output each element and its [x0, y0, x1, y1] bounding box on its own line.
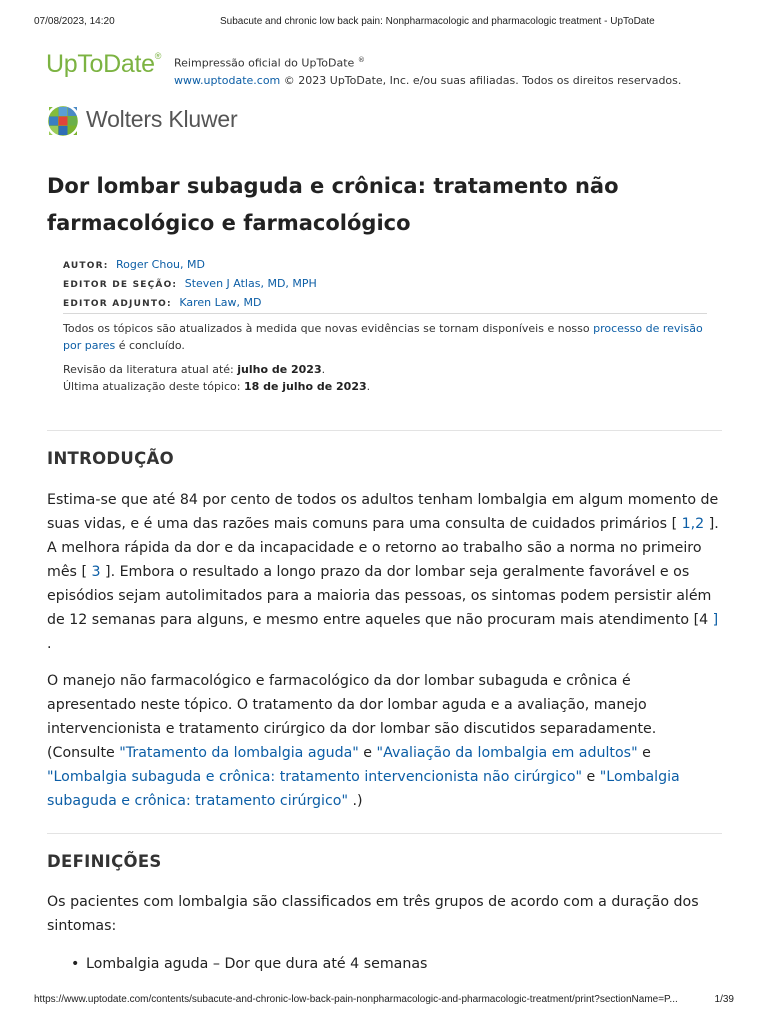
peer-review-link[interactable]: processo de revisão por pares [63, 322, 703, 352]
topic-link-evaluation[interactable]: "Avaliação da lombalgia em adultos" [376, 745, 638, 761]
print-url: https://www.uptodate.com/contents/subacute-and-chronic-low-back-pain-nonpharmacologic-and-pharmacologic-treatment/print?sectionName=P... [34, 994, 678, 1005]
topic-link-surgical[interactable]: "Lombalgia subaguda e crônica: tratamento cirúrgico" [47, 769, 680, 809]
section-heading-introduction: INTRODUÇÃO [47, 449, 174, 468]
section-divider [47, 430, 722, 431]
credit-section-editor [63, 275, 317, 294]
update-info [63, 313, 707, 395]
lit-review-date: julho de 2023 [237, 363, 322, 376]
author-link[interactable]: Roger Chou, MD [116, 258, 205, 271]
print-page-title: Subacute and chronic low back pain: Nonpharmacologic and pharmacologic treatment - UpToDate [220, 16, 655, 27]
article-credits [63, 256, 317, 313]
print-timestamp: 07/08/2023, 14:20 [34, 16, 115, 27]
deputy-editor-link[interactable]: Karen Law, MD [179, 296, 262, 309]
credit-author [63, 256, 317, 275]
reprint-line: Reimpressão oficial do UpToDate ® [174, 56, 365, 70]
print-header [34, 16, 734, 30]
copyright-line [174, 72, 681, 89]
credit-deputy-editor [63, 294, 317, 313]
copyright-text: © 2023 UpToDate, Inc. e/ou suas afiliadas. Todos os direitos reservados. [283, 73, 682, 87]
topic-link-interventional[interactable]: "Lombalgia subaguda e crônica: tratamento intervencionista não cirúrgico" [47, 769, 583, 785]
intro-paragraph-2: O manejo não farmacológico e farmacológico da dor lombar subaguda e crônica é apresentado neste tópico. O tratamento da dor lombar aguda e a avaliação, manejo intervencionista e tratamento cirúrgico da dor lombar são discutidos separadamente. (Consulte "Tratamento da lombalgia aguda" e "Avaliação da lombalgia em adultos" e "Lombalgia subaguda e crônica: tratamento intervencionista não cirúrgico" e "Lombalgia subaguda e crônica: tratamento cirúrgico" .) [47, 673, 680, 809]
registered-mark: ® [154, 50, 162, 61]
definitions-list [47, 952, 427, 976]
section-heading-definitions: DEFINIÇÕES [47, 852, 162, 871]
update-note: Todos os tópicos são atualizados à medida que novas evidências se tornam disponíveis e nosso processo de revisão por pares é concluído. [63, 322, 703, 352]
intro-paragraph-1: Estima-se que até 84 por cento de todos os adultos tenham lombalgia em algum momento de suas vidas, e é uma das razões mais comuns para uma consulta de cuidados primários [ 1,2 ]. A melhora rápida da dor e da incapacidade e o retorno ao trabalho são a norma no primeiro mês [ 3 ]. Embora o resultado a longo prazo da dor lombar seja geralmente favorável e os episódios sejam autolimitados para a maioria das pessoas, os sintomas podem persistir além de 12 semanas para alguns, e mesmo entre aqueles que não procuram mais atendimento [4 ] . [47, 492, 719, 652]
credit-role-label: AUTOR: [63, 261, 109, 271]
uptodate-logo-text: UpToDate [46, 50, 155, 78]
wolters-kluwer-wordmark: Wolters Kluwer [86, 106, 238, 132]
uptodate-site-link[interactable]: www.uptodate.com [174, 73, 281, 87]
reference-link[interactable]: 3 [91, 564, 101, 580]
reprint-notice [174, 52, 681, 89]
topic-link-acute-low-back-pain[interactable]: "Tratamento da lombalgia aguda" [119, 745, 359, 761]
last-update-line: Última atualização deste tópico: 18 de julho de 2023. [63, 380, 371, 393]
reprint-registered-mark: ® [357, 56, 365, 64]
article-title: Dor lombar subaguda e crônica: tratamento não farmacológico e farmacológico [47, 174, 619, 235]
print-footer [34, 994, 734, 1008]
uptodate-logo[interactable] [46, 50, 161, 79]
section-editor-link[interactable]: Steven J Atlas, MD, MPH [184, 277, 317, 290]
wolters-kluwer-globe-icon [46, 104, 80, 138]
reference-link[interactable]: 1,2 [681, 516, 705, 532]
credit-role-label: EDITOR ADJUNTO: [63, 299, 172, 309]
credit-role-label: EDITOR DE SEÇÃO: [63, 280, 178, 290]
definitions-paragraph: Os pacientes com lombalgia são classificados em três grupos de acordo com a duração dos sintomas: [47, 894, 699, 934]
list-item: • Lombalgia aguda – Dor que dura até 4 semanas [47, 952, 427, 976]
page-number: 1/39 [714, 994, 734, 1005]
last-update-date: 18 de julho de 2023 [243, 380, 367, 393]
section-divider [47, 833, 722, 834]
lit-review-date-line: Revisão da literatura atual até: julho de 2023. [63, 363, 326, 376]
reference-link[interactable]: ] [712, 612, 719, 628]
